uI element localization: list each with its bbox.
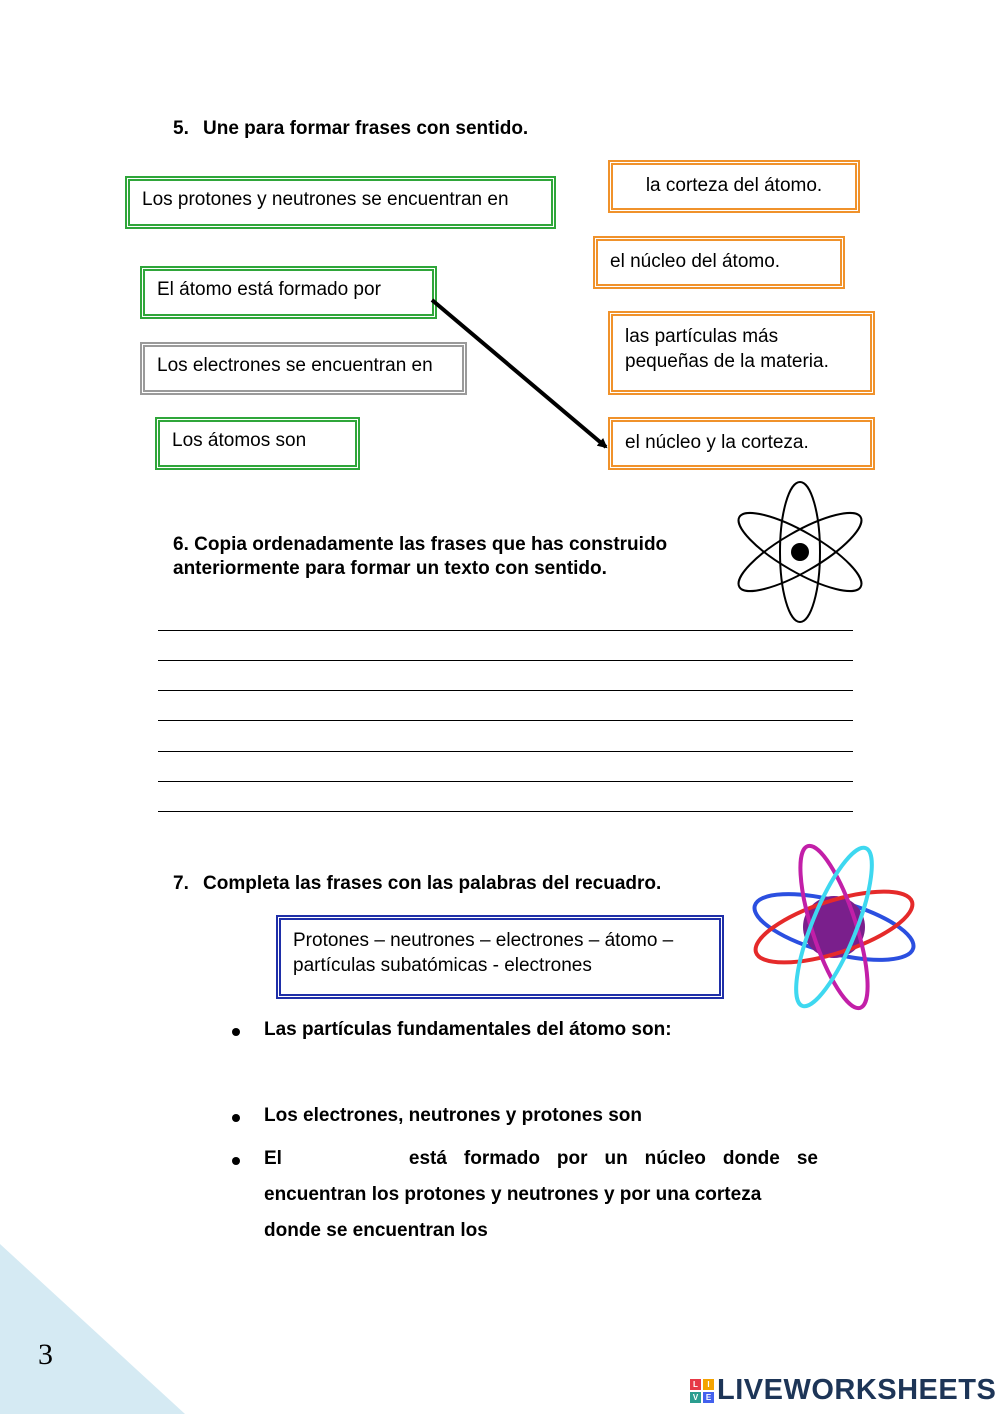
q7-bullet-3-word: un xyxy=(604,1148,628,1169)
q7-bullet-3-word: donde xyxy=(722,1148,780,1169)
q7-bullet-3-word: por xyxy=(556,1148,588,1169)
logo-letter: V xyxy=(690,1392,701,1403)
logo-letter: E xyxy=(703,1392,714,1403)
colored-atom-icon xyxy=(745,838,923,1016)
match-left-item-1-label: Los protones y neutrones se encuentran en xyxy=(142,189,509,210)
q7-number: 7. xyxy=(173,873,189,894)
match-right-item-3-label: las partículas más pequeñas de la materia. xyxy=(625,326,829,372)
writing-line[interactable] xyxy=(158,690,853,691)
q7-bullet-3-word: formado xyxy=(463,1148,540,1169)
match-right-item-1-label: la corteza del átomo. xyxy=(645,175,823,196)
q6-title xyxy=(173,533,667,581)
q7-bullet-3-word: se xyxy=(796,1148,818,1169)
word-bank-line1: Protones – neutrones – electrones – átomo – xyxy=(293,930,674,951)
q7-bullet-3-line3: donde se encuentran los xyxy=(264,1220,488,1241)
match-arrow xyxy=(0,0,1000,520)
q7-bullet-1 xyxy=(232,1019,832,1045)
writing-line[interactable] xyxy=(158,781,853,782)
liveworksheets-brand xyxy=(690,1374,996,1407)
bullet-dot-icon xyxy=(232,1028,240,1036)
q7-bullet-2 xyxy=(232,1105,832,1131)
bullet-dot-icon xyxy=(232,1157,240,1165)
writing-line[interactable] xyxy=(158,660,853,661)
q7-bullet-3-word: núcleo xyxy=(644,1148,706,1169)
writing-line[interactable] xyxy=(158,720,853,721)
q6-number: 6. xyxy=(173,534,189,555)
q7-bullet-3-word: está xyxy=(408,1148,447,1169)
q7-title xyxy=(173,873,661,895)
match-right-item-2-label: el núcleo del átomo. xyxy=(610,251,781,272)
writing-line[interactable] xyxy=(158,630,853,631)
word-bank-box xyxy=(276,915,724,999)
q7-bullet-1-text: Las partículas fundamentales del átomo son: xyxy=(264,1019,672,1040)
q7-bullet-3-line2: encuentran los protones y neutrones y por una corteza xyxy=(264,1184,762,1205)
logo-letter: I xyxy=(703,1379,714,1390)
page-number: 3 xyxy=(38,1338,53,1371)
q5-number: 5. xyxy=(173,118,189,139)
q7-bullet-3-line1 xyxy=(264,1148,818,1170)
q6-title-line1: Copia ordenadamente las frases que has construido xyxy=(194,534,668,555)
writing-line[interactable] xyxy=(158,751,853,752)
brand-text: LIVEWORKSHEETS xyxy=(717,1374,997,1406)
writing-line[interactable] xyxy=(158,811,853,812)
atom-icon xyxy=(733,479,867,625)
match-left-item-2-label: El átomo está formado por xyxy=(157,279,381,300)
liveworksheets-logo-icon xyxy=(690,1379,714,1403)
match-right-item-4-label: el núcleo y la corteza. xyxy=(625,432,809,453)
match-left-item-4-label: Los átomos son xyxy=(172,430,307,451)
bullet-dot-icon xyxy=(232,1114,240,1122)
word-bank-line2: partículas subatómicas - electrones xyxy=(293,955,592,976)
q7-bullet-2-text: Los electrones, neutrones y protones son xyxy=(264,1105,642,1126)
logo-letter: L xyxy=(690,1379,701,1390)
q6-title-line2: anteriormente para formar un texto con sentido. xyxy=(173,558,607,579)
match-left-item-3-label: Los electrones se encuentran en xyxy=(157,355,433,376)
q7-bullet-3-word: El xyxy=(264,1148,282,1169)
q5-title-text: Une para formar frases con sentido. xyxy=(203,118,529,139)
page-corner-decoration xyxy=(0,1244,185,1414)
q7-title-text: Completa las frases con las palabras del recuadro. xyxy=(203,873,662,894)
